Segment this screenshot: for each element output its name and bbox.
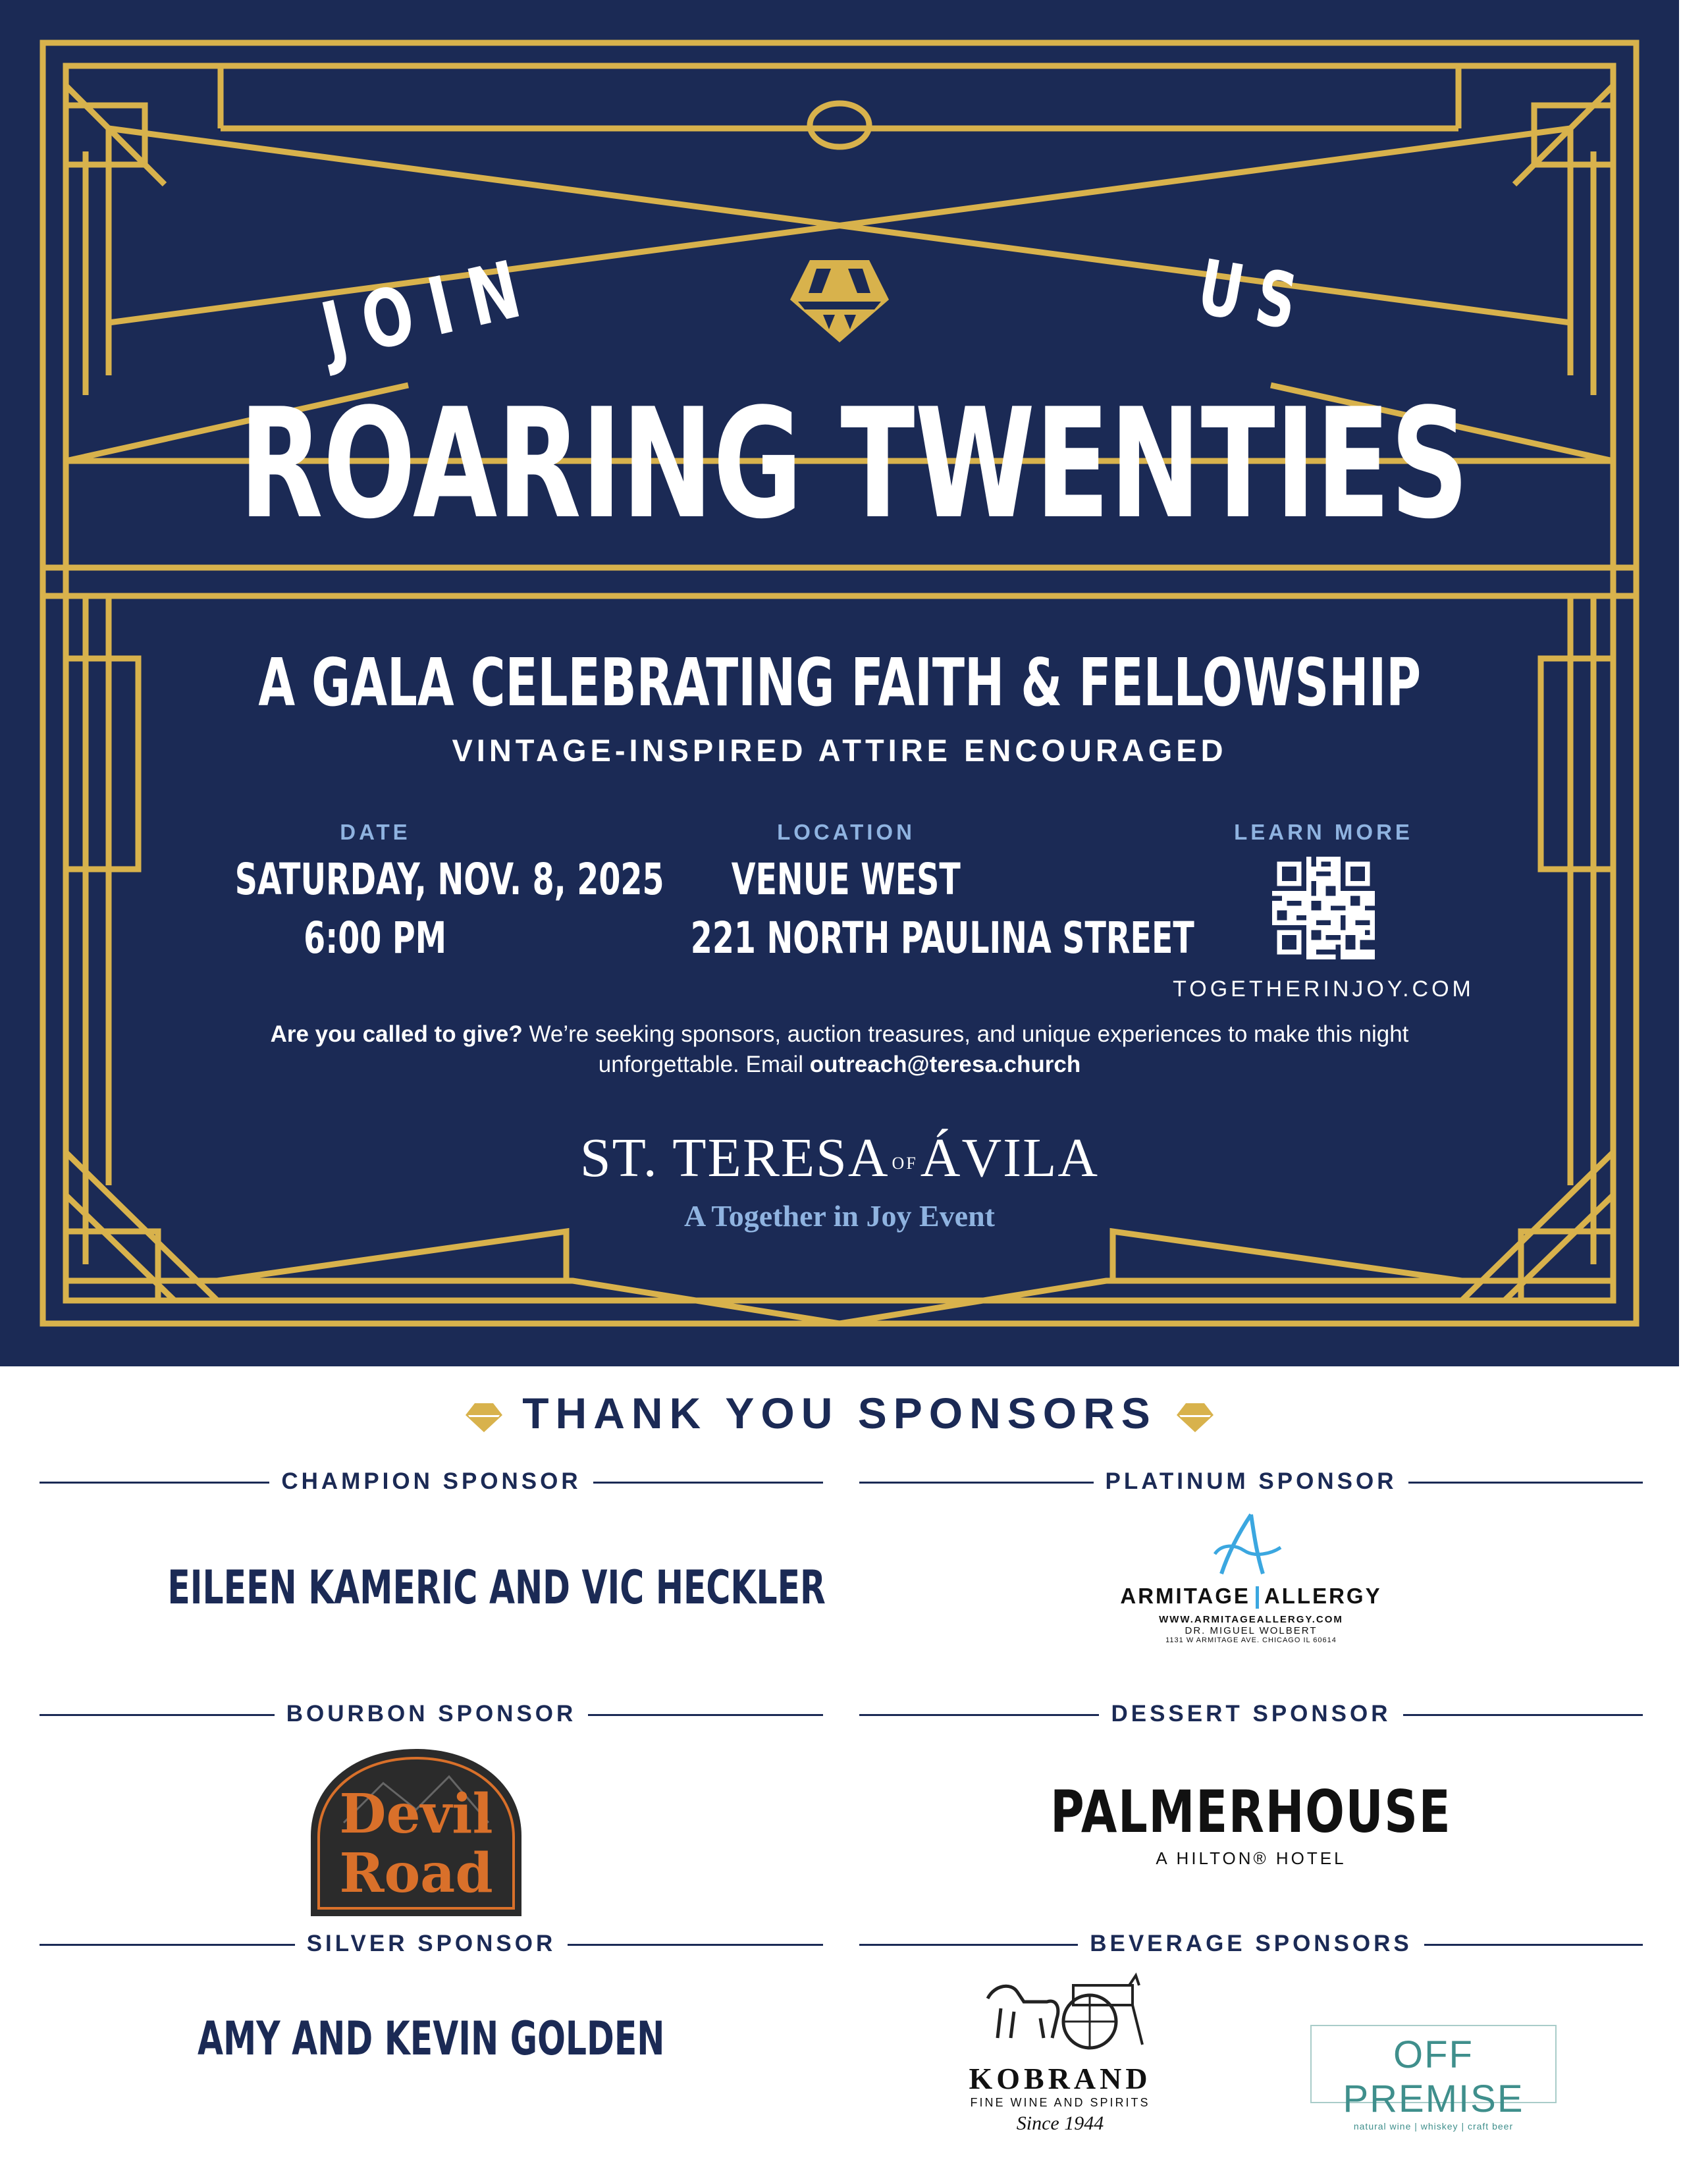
time-value: 6:00 PM [304, 913, 447, 963]
kobrand-logo: KOBRAND FINE WINE AND SPIRITS Since 1944 [948, 1972, 1172, 2163]
date-label: DATE [340, 820, 411, 844]
organizer-name: ST. TERESA OFÁVILA [579, 1127, 1100, 1189]
diamond-icon [1175, 1392, 1215, 1442]
venue-address: 221 NORTH PAULINA STREET [690, 913, 1194, 963]
champion-sponsor-name: EILEEN KAMERIC AND VIC HECKLER [167, 1561, 826, 1615]
attire-note: VINTAGE-INSPIRED ATTIRE ENCOURAGED [452, 733, 1227, 768]
silver-sponsor-name: AMY AND KEVIN GOLDEN [198, 2012, 665, 2066]
tier-bourbon: BOURBON SPONSOR [40, 1701, 823, 1727]
tier-beverage: BEVERAGE SPONSORS [859, 1931, 1643, 1957]
us-text: US [1191, 243, 1360, 358]
devil-road-logo [304, 1744, 528, 1916]
diamond-icon [464, 1392, 504, 1442]
venue-name: VENUE WEST [731, 854, 961, 905]
armitage-allergy-logo: ARMITAGE ALLERGY WWW.ARMITAGEALLERGY.COM DR. MIGUEL WOLBERT 1131 W ARMITAGE AVE. CHICAGO IL 60614 [1054, 1508, 1449, 1679]
sponsors-heading: THANK YOU SPONSORS [0, 1388, 1679, 1442]
date-value: SATURDAY, NOV. 8, 2025 [234, 854, 664, 905]
event-tagline: A Together in Joy Event [684, 1199, 995, 1233]
palmer-house-logo: PALMERHOUSE A HILTON® HOTEL [1050, 1778, 1452, 1868]
outreach-email[interactable]: outreach@teresa.church [809, 1052, 1081, 1077]
qr-code[interactable] [1272, 857, 1375, 959]
tier-platinum: PLATINUM SPONSOR [859, 1468, 1643, 1495]
off-premise-logo: OFF PREMISE natural wine | whiskey | craft beer [1310, 2025, 1557, 2103]
giving-body: We’re seeking sponsors, auction treasures, and unique experiences to make this night unforgettable. Email [522, 1021, 1409, 1077]
armitage-a-icon [1054, 1508, 1449, 1580]
learn-more-block [1146, 820, 1501, 1002]
giving-lead: Are you called to give? [270, 1021, 523, 1047]
location-label: LOCATION [777, 820, 915, 844]
devil-road-line1: Devil [339, 1783, 493, 1846]
join-word [309, 224, 614, 379]
learn-more-label: LEARN MORE [1234, 820, 1413, 844]
us-word [1191, 237, 1360, 358]
date-block [151, 820, 664, 967]
event-subtitle: A GALA CELEBRATING FAITH & FELLOWSHIP [258, 644, 1421, 721]
join-text: JOIN [313, 225, 614, 379]
devil-road-line2: Road [339, 1842, 493, 1905]
giving-appeal [198, 1019, 1481, 1080]
tier-silver: SILVER SPONSOR [40, 1931, 823, 1957]
website-link[interactable]: TOGETHERINJOY.COM [1173, 977, 1474, 1002]
tier-dessert: DESSERT SPONSOR [859, 1701, 1643, 1727]
event-title: ROARING TWENTIES [239, 377, 1469, 552]
tier-champion: CHAMPION SPONSOR [40, 1468, 823, 1495]
location-block [593, 820, 1194, 967]
horse-cart-icon [974, 1972, 1146, 2058]
